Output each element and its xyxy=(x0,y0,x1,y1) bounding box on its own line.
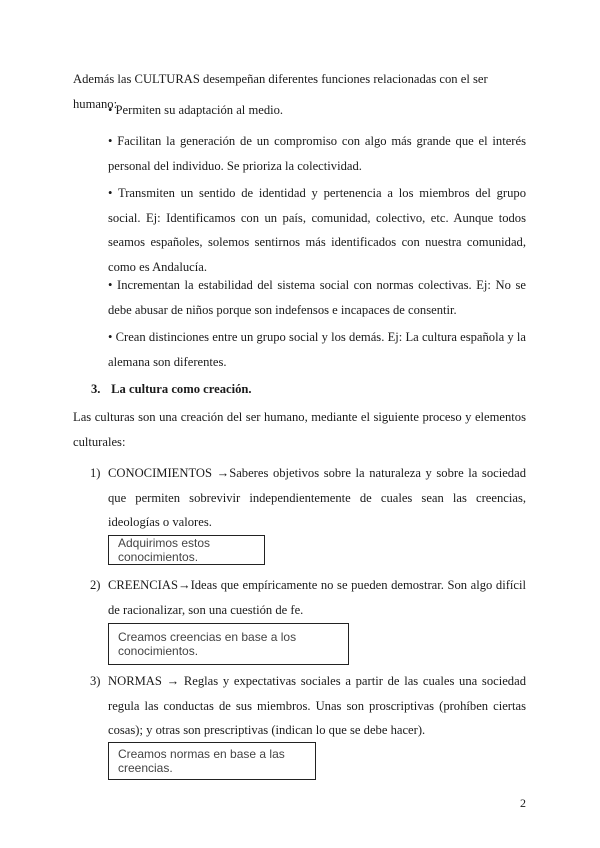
bullet-adaptation: • Permiten su adaptación al medio. xyxy=(108,103,284,117)
list-item-creencias: CREENCIAS→Ideas que empíricamente no se pueden demostrar. Son algo difícil de racionalizar, son una cuestión de fe. xyxy=(108,578,526,617)
text-box-conocimientos xyxy=(108,535,265,565)
list-marker-2: 2) xyxy=(90,578,101,592)
list-marker-1: 1) xyxy=(90,466,101,480)
page-number: 2 xyxy=(520,796,526,810)
list-item-conocimientos: CONOCIMIENTOS →Saberes objetivos sobre la naturaleza y sobre la sociedad que permiten sobrevivir independientemente de cuales sean las creencias, ideologías o valores. xyxy=(108,466,526,529)
bullet-distinctions: • Crean distinciones entre un grupo social y los demás. Ej: La cultura española y la alemana son diferentes. xyxy=(108,330,526,369)
text-box-conocimientos-label: Adquirimos estos conocimientos. xyxy=(118,536,211,564)
list-item-normas: NORMAS → Reglas y expectativas sociales a partir de las cuales una sociedad regula las conductas de sus miembros. Unas son proscriptivas (prohíben ciertas cosas); y otras son prescriptivas (indican lo que se debe hacer). xyxy=(108,674,526,737)
section-title: La cultura como creación. xyxy=(111,382,252,396)
text-box-creencias xyxy=(108,623,349,665)
text-box-creencias-label: Creamos creencias en base a los conocimientos. xyxy=(118,630,297,658)
list-marker-3: 3) xyxy=(90,674,101,688)
bullet-identity: • Transmiten un sentido de identidad y pertenencia a los miembros del grupo social. Ej: Identificamos con un país, comunidad, colectivo, etc. Aunque todos seamos españoles, solemos sentirnos más identificados con nuestra comunidad, como es Andalucía. xyxy=(108,186,526,274)
section-number: 3. xyxy=(91,382,101,396)
intro-paragraph: Además las CULTURAS desempeñan diferentes funciones relacionadas con el ser humano: xyxy=(73,72,488,111)
section-intro-paragraph: Las culturas son una creación del ser humano, mediante el siguiente proceso y elementos culturales: xyxy=(73,410,526,449)
bullet-commitment: • Facilitan la generación de un compromiso con algo más grande que el interés personal del individuo. Se prioriza la colectividad. xyxy=(108,134,526,173)
text-box-normas xyxy=(108,742,316,780)
section-heading xyxy=(91,377,252,402)
bullet-stability: • Incrementan la estabilidad del sistema social con normas colectivas. Ej: No se debe abusar de niños porque son indefensos e incapaces de consentir. xyxy=(108,278,526,317)
text-box-normas-label: Creamos normas en base a las creencias. xyxy=(118,747,285,775)
